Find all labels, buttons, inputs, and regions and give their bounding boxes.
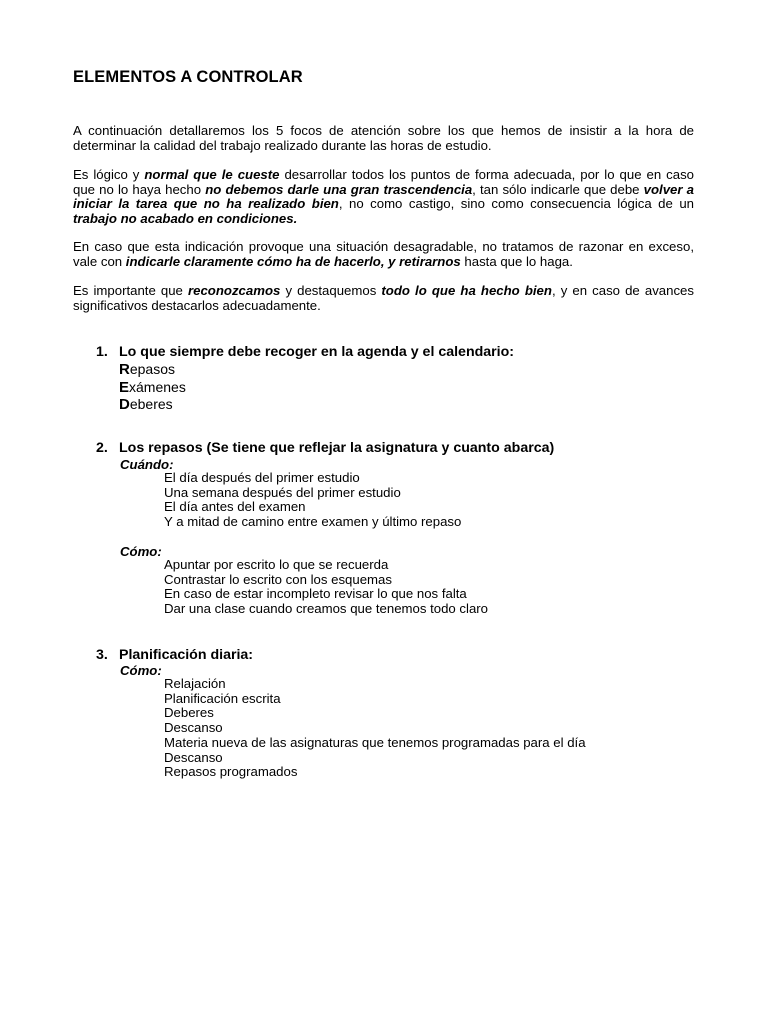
initial-letter: R bbox=[119, 361, 130, 378]
emphasis-text: volver a iniciar la tarea que no ha realizado bien bbox=[73, 181, 695, 212]
text-run: En caso que esta indicación provoque una situación desagradable, no tratamos de razonar en exceso, vale con bbox=[73, 239, 694, 269]
list-item: Repasos programados bbox=[164, 764, 298, 780]
list-item: Dar una clase cuando creamos que tenemos todo claro bbox=[164, 601, 489, 617]
item-text: eberes bbox=[129, 396, 173, 412]
list-item: Contrastar lo escrito con los esquemas bbox=[164, 571, 392, 587]
text-run: , no como castigo, sino como consecuencia lógica de un bbox=[338, 196, 694, 212]
text-run: hasta que lo haga. bbox=[460, 253, 573, 269]
subheading-cuando: Cuándo: bbox=[120, 457, 174, 472]
paragraph-reaction bbox=[73, 240, 694, 269]
section-heading-2 bbox=[96, 440, 554, 456]
subheading-como: Cómo: bbox=[120, 544, 162, 559]
list-item bbox=[119, 379, 186, 397]
text-run: Es importante que bbox=[73, 283, 188, 298]
section-heading-1 bbox=[96, 344, 514, 360]
como-list bbox=[164, 558, 488, 617]
list-item: Relajación bbox=[164, 676, 226, 691]
emphasis-text: indicarle claramente cómo ha de hacerlo, y retirarnos bbox=[125, 253, 461, 269]
list-item: El día antes del examen bbox=[164, 499, 306, 515]
list-item bbox=[119, 396, 186, 414]
initial-letter: D bbox=[119, 396, 130, 413]
emphasis-text: todo lo que ha hecho bien bbox=[381, 283, 552, 298]
text-run: Es lógico y bbox=[73, 167, 145, 182]
list-item: Deberes bbox=[164, 705, 214, 721]
emphasis-text: reconozcamos bbox=[187, 283, 281, 298]
paragraph-difficulty bbox=[73, 168, 694, 226]
section-heading-3 bbox=[96, 647, 253, 663]
intro-paragraph: A continuación detallaremos los 5 focos de atención sobre los que hemos de insistir a la hora de determinar la calidad del trabajo realizado durante las horas de estudio. bbox=[73, 123, 694, 153]
list-item: Descanso bbox=[164, 720, 223, 736]
text-run: , tan sólo indicarle que debe bbox=[472, 181, 644, 197]
text-run: desarrollar todos los puntos de forma adecuada, por lo que en caso que no lo haya hecho bbox=[73, 167, 694, 197]
subheading-como: Cómo: bbox=[120, 663, 162, 678]
planning-list bbox=[164, 677, 586, 780]
list-item: Apuntar por escrito lo que se recuerda bbox=[164, 557, 389, 572]
list-item: El día después del primer estudio bbox=[164, 470, 360, 485]
section-number: 3. bbox=[96, 647, 108, 663]
list-item: Y a mitad de camino entre examen y último repaso bbox=[164, 514, 462, 530]
list-item: Materia nueva de las asignaturas que tenemos programadas para el día bbox=[164, 734, 586, 750]
agenda-list bbox=[119, 361, 186, 414]
list-item bbox=[119, 361, 186, 379]
section-title: Los repasos (Se tiene que reflejar la asignatura y cuanto abarca) bbox=[119, 440, 555, 456]
emphasis-text: trabajo no acabado en condiciones. bbox=[73, 210, 298, 226]
list-item: Descanso bbox=[164, 749, 223, 765]
text-run: y destaquemos bbox=[280, 283, 382, 298]
item-text: xámenes bbox=[129, 378, 186, 395]
section-title: Planificación diaria: bbox=[119, 647, 254, 663]
page-title: ELEMENTOS A CONTROLAR bbox=[73, 68, 303, 86]
emphasis-text: normal que le cueste bbox=[144, 167, 280, 182]
paragraph-recognition bbox=[73, 284, 694, 313]
initial-letter: E bbox=[119, 378, 130, 396]
section-title: Lo que siempre debe recoger en la agenda y el calendario: bbox=[119, 344, 515, 360]
cuando-list bbox=[164, 471, 461, 530]
list-item: Planificación escrita bbox=[164, 690, 281, 706]
item-text: epasos bbox=[129, 361, 175, 377]
section-number: 2. bbox=[96, 440, 108, 456]
list-item: En caso de estar incompleto revisar lo que nos falta bbox=[164, 586, 467, 602]
section-number: 1. bbox=[96, 344, 108, 360]
text-run: , y en caso de avances significativos destacarlos adecuadamente. bbox=[73, 283, 694, 313]
list-item: Una semana después del primer estudio bbox=[164, 484, 401, 500]
emphasis-text: no debemos darle una gran trascendencia bbox=[205, 181, 473, 197]
